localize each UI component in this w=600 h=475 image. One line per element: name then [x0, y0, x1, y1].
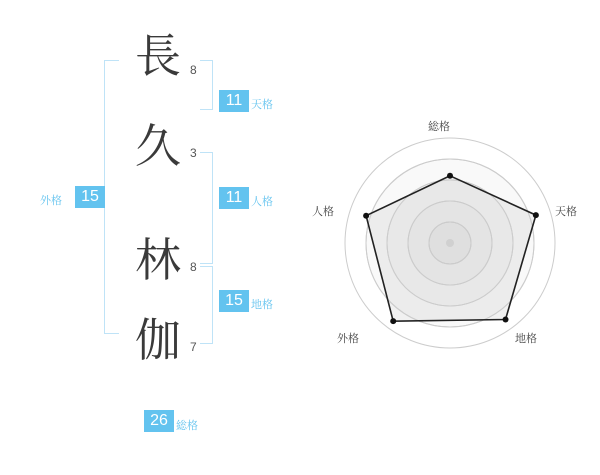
kanji-strokes-3: 8: [190, 260, 197, 274]
badge-value-tenkaku: 11: [219, 90, 249, 112]
badge-label-chikaku: 地格: [251, 299, 273, 311]
radar-chart-panel: [300, 0, 600, 470]
bracket-tenkaku: [200, 60, 213, 110]
badge-label-jinkaku: 人格: [251, 196, 273, 208]
badge-value-soukaku: 26: [144, 410, 174, 432]
badge-value-gaikaku: 15: [75, 186, 105, 208]
kanji-char-4: 伽: [135, 315, 181, 366]
radar-axis-label-tenkaku: 天格: [555, 206, 577, 218]
bracket-jinkaku: [200, 152, 213, 264]
kanji-char-3: 林: [135, 235, 181, 286]
radar-chart: [300, 0, 600, 470]
badge-value-jinkaku: 11: [219, 187, 249, 209]
radar-axis-label-chikaku: 地格: [515, 333, 537, 345]
radar-axis-label-jinkaku: 人格: [312, 206, 334, 218]
kanji-char-2: 久: [135, 121, 181, 172]
badge-value-chikaku: 15: [219, 290, 249, 312]
kanji-strokes-2: 3: [190, 146, 197, 160]
kanji-strokes-4: 7: [190, 340, 197, 354]
badge-label-tenkaku: 天格: [251, 99, 273, 111]
kanji-strokes-1: 8: [190, 63, 197, 77]
name-kakusu-panel: [0, 0, 300, 470]
badge-label-gaikaku: 外格: [40, 195, 62, 207]
kanji-char-1: 長: [135, 31, 181, 82]
outer-bracket: [104, 60, 119, 334]
bracket-chikaku: [200, 266, 213, 344]
badge-label-soukaku: 総格: [176, 420, 198, 432]
radar-axis-label-gaikaku: 外格: [337, 333, 359, 345]
radar-axis-label-soukaku: 総格: [428, 121, 450, 133]
